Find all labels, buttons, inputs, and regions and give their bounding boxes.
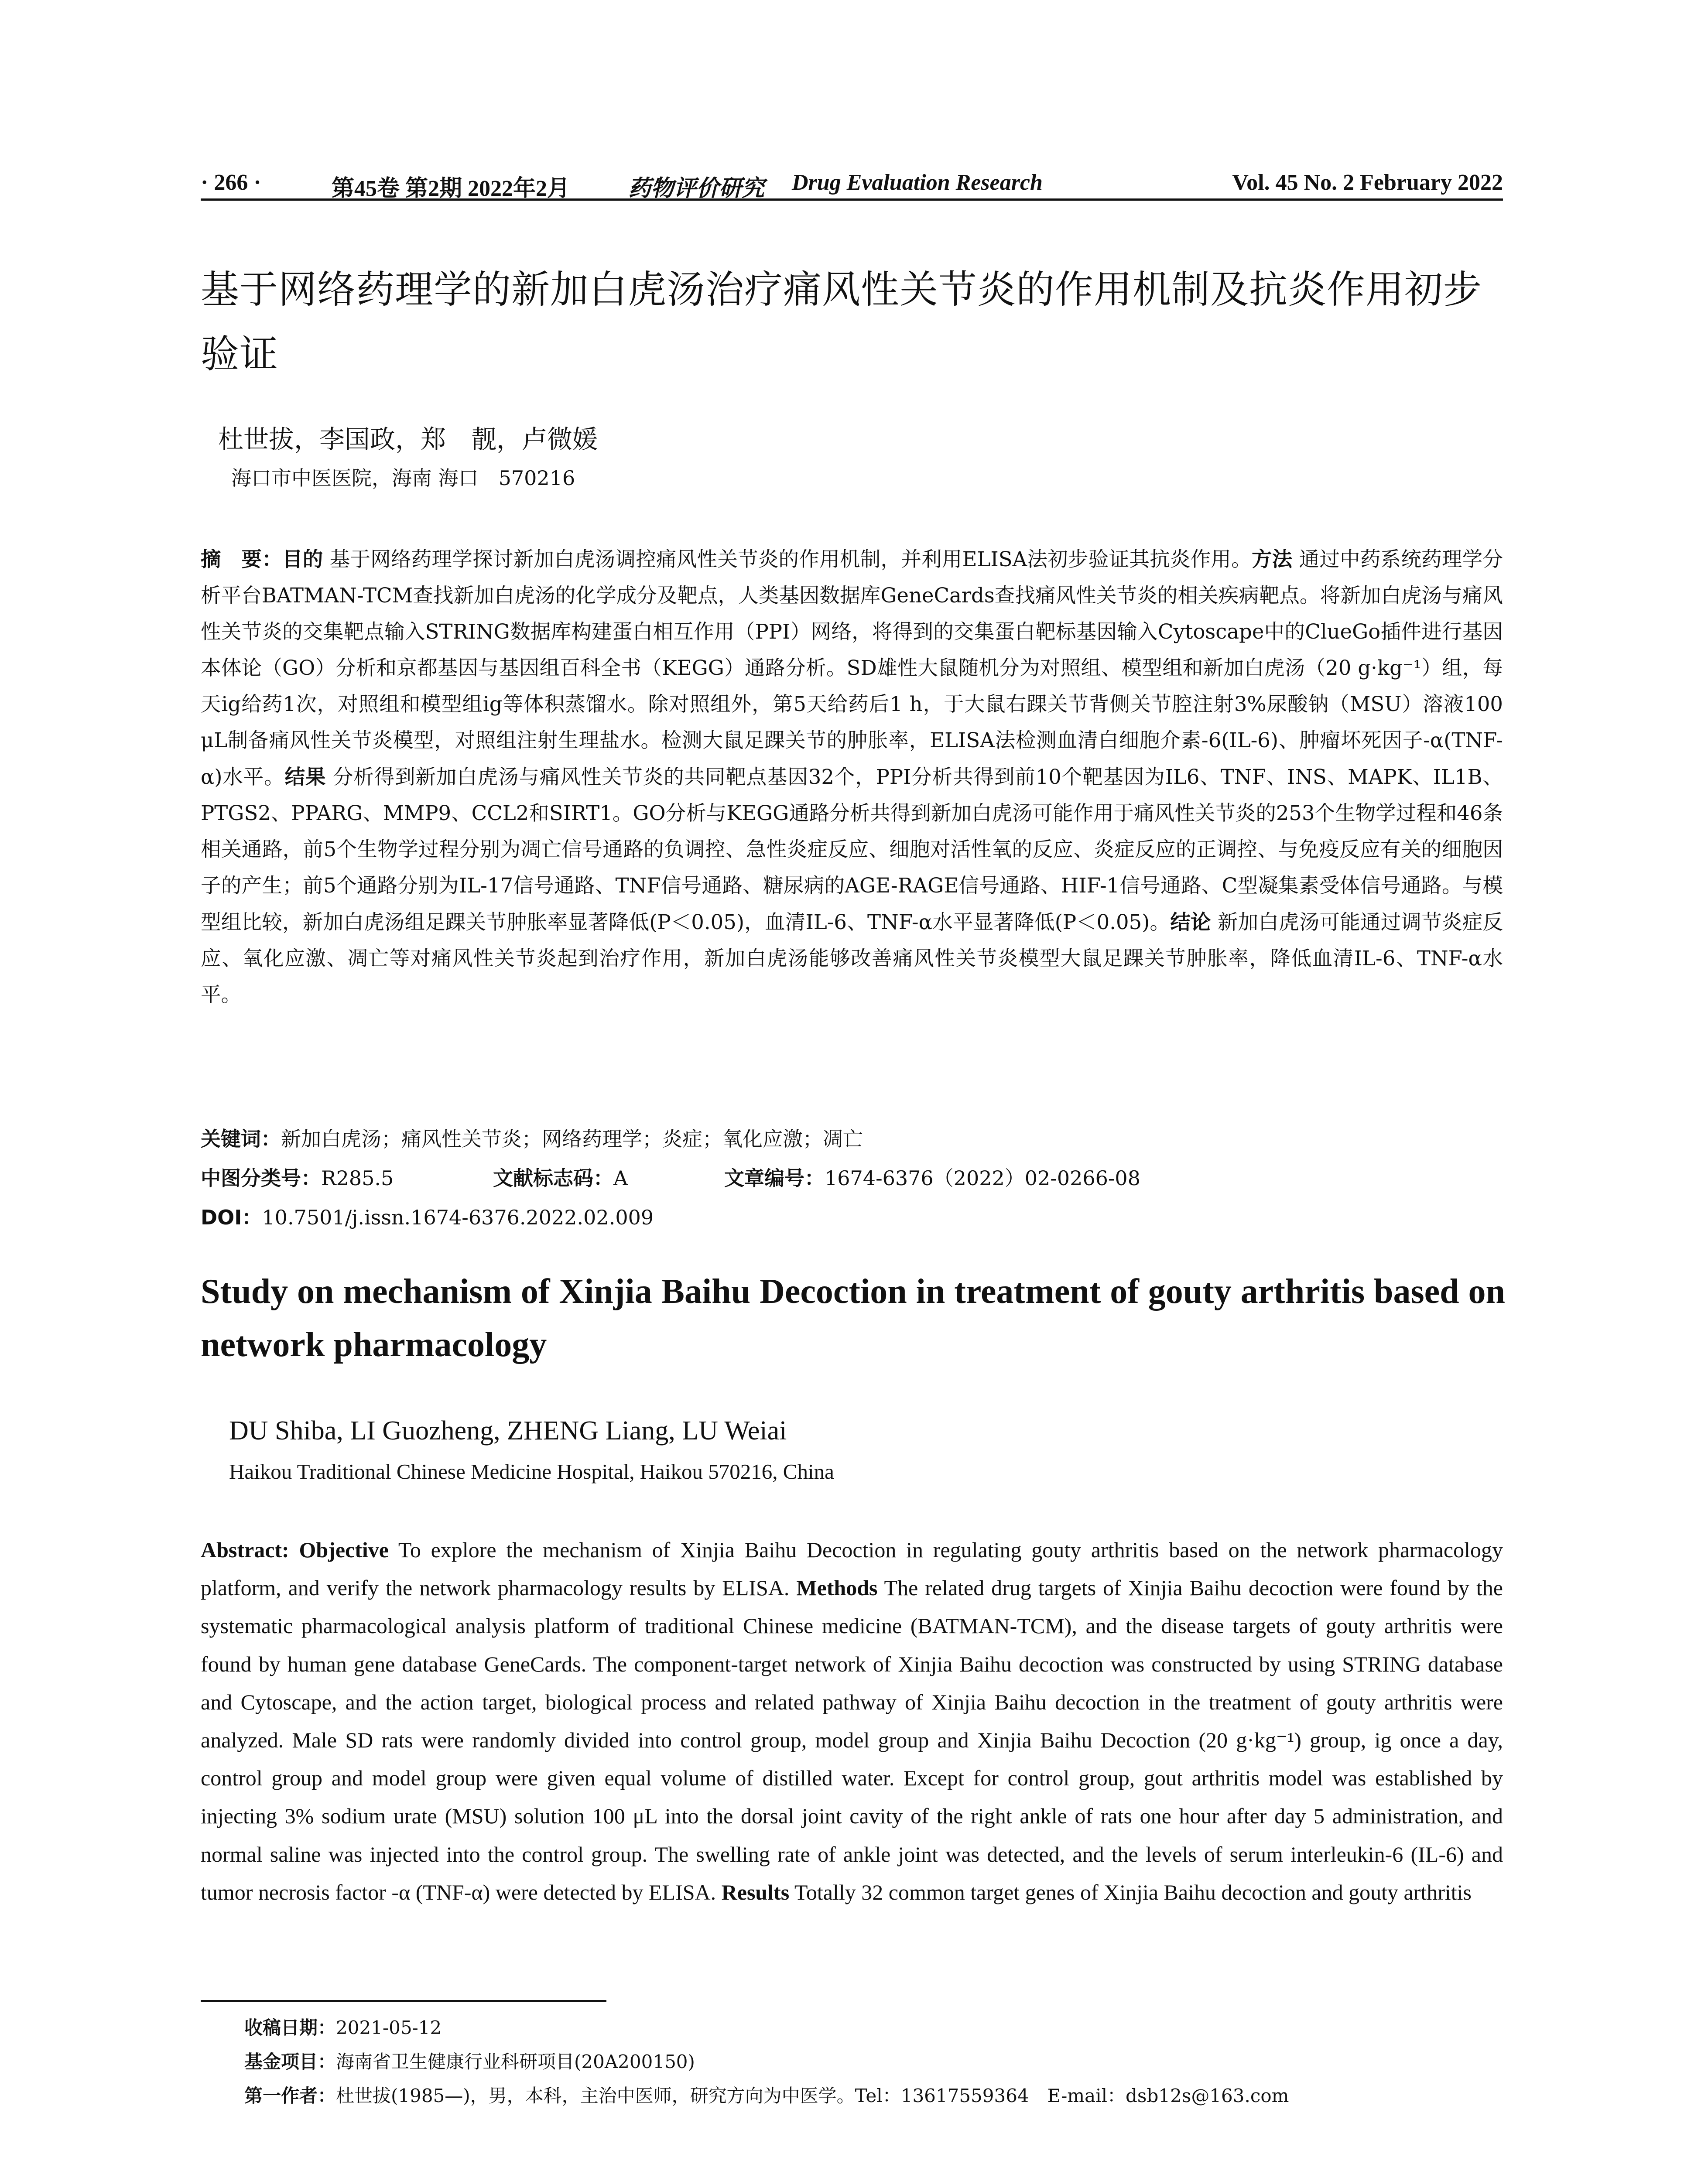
authors-cn: 杜世拔，李国政，郑 靓，卢微媛 [218, 424, 598, 454]
issue-info-cn: 第45卷 第2期 2022年2月 [332, 176, 570, 201]
authors-en: DU Shiba, LI Guozheng, ZHENG Liang, LU Weiai [229, 1416, 787, 1446]
issue-info-en: Vol. 45 No. 2 February 2022 [1232, 170, 1503, 195]
journal-name-cn: 药物评价研究 [628, 175, 765, 202]
article-number: 文章编号：1674-6376（2022）02-0266-08 [724, 1166, 1140, 1190]
results-en-label: Results [721, 1880, 790, 1904]
document-code: 文献标志码：A [493, 1166, 628, 1190]
clc-number: 中图分类号：R285.5 [201, 1166, 394, 1190]
objective-text: 基于网络药理学探讨新加白虎汤调控痛风性关节炎的作用机制，并利用ELISA法初步验证其抗炎作用。 [329, 547, 1252, 571]
conclusion-text: 新加白虎汤可能通过调节炎症反应、氧化应激、凋亡等对痛风性关节炎起到治疗作用，新加白虎汤能够改善痛风性关节炎模型大鼠足踝关节肿胀率，降低血清IL-6、TNF-α水平。 [201, 910, 1503, 1006]
page-number: · 266 · [201, 170, 261, 195]
objective-en-text: To explore the mechanism of Xinjia Baihu Decoction in regulating gouty arthritis based on the network pharmacology platform, and verify the network pharmacology results by ELISA. [201, 1538, 1503, 1600]
results-label: 结果 [284, 765, 326, 789]
abstract-label: 摘 要： [201, 547, 283, 571]
objective-label: 目的 [282, 547, 323, 571]
affiliation-en: Haikou Traditional Chinese Medicine Hospital, Haikou 570216, China [229, 1460, 834, 1484]
footnotes [244, 2011, 1289, 2113]
methods-en-label: Methods [796, 1576, 878, 1600]
abstract-en [201, 1531, 1503, 1911]
affiliation-cn: 海口市中医医院，海南 海口 570216 [231, 466, 575, 490]
objective-en-label: Objective [299, 1538, 389, 1562]
abstract-cn [201, 541, 1503, 1013]
keywords-cn: 关键词：新加白虎汤；痛风性关节炎；网络药理学；炎症；氧化应激；凋亡 [201, 1127, 863, 1151]
article-title-cn: 基于网络药理学的新加白虎汤治疗痛风性关节炎的作用机制及抗炎作用初步验证 [201, 267, 1482, 376]
footnote-divider [201, 2000, 606, 2002]
fund-project: 基金项目：海南省卫生健康行业科研项目(20A200150) [244, 2051, 695, 2072]
results-text: 分析得到新加白虎汤与痛风性关节炎的共同靶点基因32个，PPI分析共得到前10个靶基因为IL6、TNF、INS、MAPK、IL1B、PTGS2、PPARG、MMP9、CCL2和SIRT1。GO分析与KEGG通路分析共得到新加白虎汤可能作用于痛风性关节炎的253个生物学过程和46条相关通路，前5个生物学过程分别为凋亡信号通路的负调控、急性炎症反应、细胞对活性氧的反应、炎症反应的正调控、与免疫反应有关的细胞因子的产生；前5个通路分别为IL-17信号通路、TNF信号通路、糖尿病的AGE-RAGE信号通路、HIF-1信号通路、C型凝集素受体信号通路。与模型组比较，新加白虎汤组足踝关节肿胀率显著降低(P＜0.05)，血清IL-6、TNF-α水平显著降低(P＜0.05)。 [201, 765, 1503, 934]
methods-en-text: The related drug targets of Xinjia Baihu decoction were found by the systematic pharmacological analysis platform of traditional Chinese medicine (BATMAN-TCM), and the disease targets of gouty arthritis were found by human gene database GeneCards. The component-target network of Xinjia Baihu decoction was constructed by using STRING database and Cytoscape, and the action target, biological process and related pathway of Xinjia Baihu decoction in the treatment of gouty arthritis were analyzed. Male SD rats were randomly divided into control group, model group and Xinjia Baihu Decoction (20 g·kg⁻¹) group, ig once a day, control group and model group were given equal volume of distilled water. Except for control group, gout arthritis model was established by injecting 3% sodium urate (MSU) solution 100 μL into the dorsal joint cavity of the right ankle of rats one hour after day 5 administration, and normal saline was injected into the control group. The swelling rate of ankle joint was detected, and the levels of serum interleukin-6 (IL-6) and tumor necrosis factor -α (TNF-α) were detected by ELISA. [201, 1576, 1503, 1904]
journal-name-en: Drug Evaluation Research [792, 170, 1043, 195]
results-en-text: Totally 32 common target genes of Xinjia Baihu decoction and gouty arthritis [794, 1880, 1472, 1904]
abstract-en-label: Abstract: [201, 1538, 289, 1562]
article-title-en: Study on mechanism of Xinjia Baihu Decoction in treatment of gouty arthritis based on network pharmacology [201, 1272, 1505, 1364]
methods-label: 方法 [1251, 547, 1293, 571]
methods-text: 通过中药系统药理学分析平台BATMAN-TCM查找新加白虎汤的化学成分及靶点，人类基因数据库GeneCards查找痛风性关节炎的相关疾病靶点。将新加白虎汤与痛风性关节炎的交集靶点输入STRING数据库构建蛋白相互作用（PPI）网络，将得到的交集蛋白靶标基因输入Cytoscape中的ClueGo插件进行基因本体论（GO）分析和京都基因与基因组百科全书（KEGG）通路分析。SD雄性大鼠随机分为对照组、模型组和新加白虎汤（20 g·kg⁻¹）组，每天ig给药1次，对照组和模型组ig等体积蒸馏水。除对照组外，第5天给药后1 h，于大鼠右踝关节背侧关节腔注射3%尿酸钠（MSU）溶液100 μL制备痛风性关节炎模型，对照组注射生理盐水。检测大鼠足踝关节的肿胀率，ELISA法检测血清白细胞介素-6(IL-6)、肿瘤坏死因子-α(TNF-α)水平。 [201, 547, 1503, 789]
first-author: 第一作者：杜世拔(1985—)，男，本科，主治中医师，研究方向为中医学。Tel：13617559364 E-mail：dsb12s@163.com [244, 2085, 1289, 2106]
received-date: 收稿日期：2021-05-12 [244, 2017, 442, 2038]
conclusion-label: 结论 [1170, 910, 1211, 934]
doi-line: DOI：10.7501/j.issn.1674-6376.2022.02.009 [201, 1206, 654, 1229]
running-header [201, 168, 1503, 201]
